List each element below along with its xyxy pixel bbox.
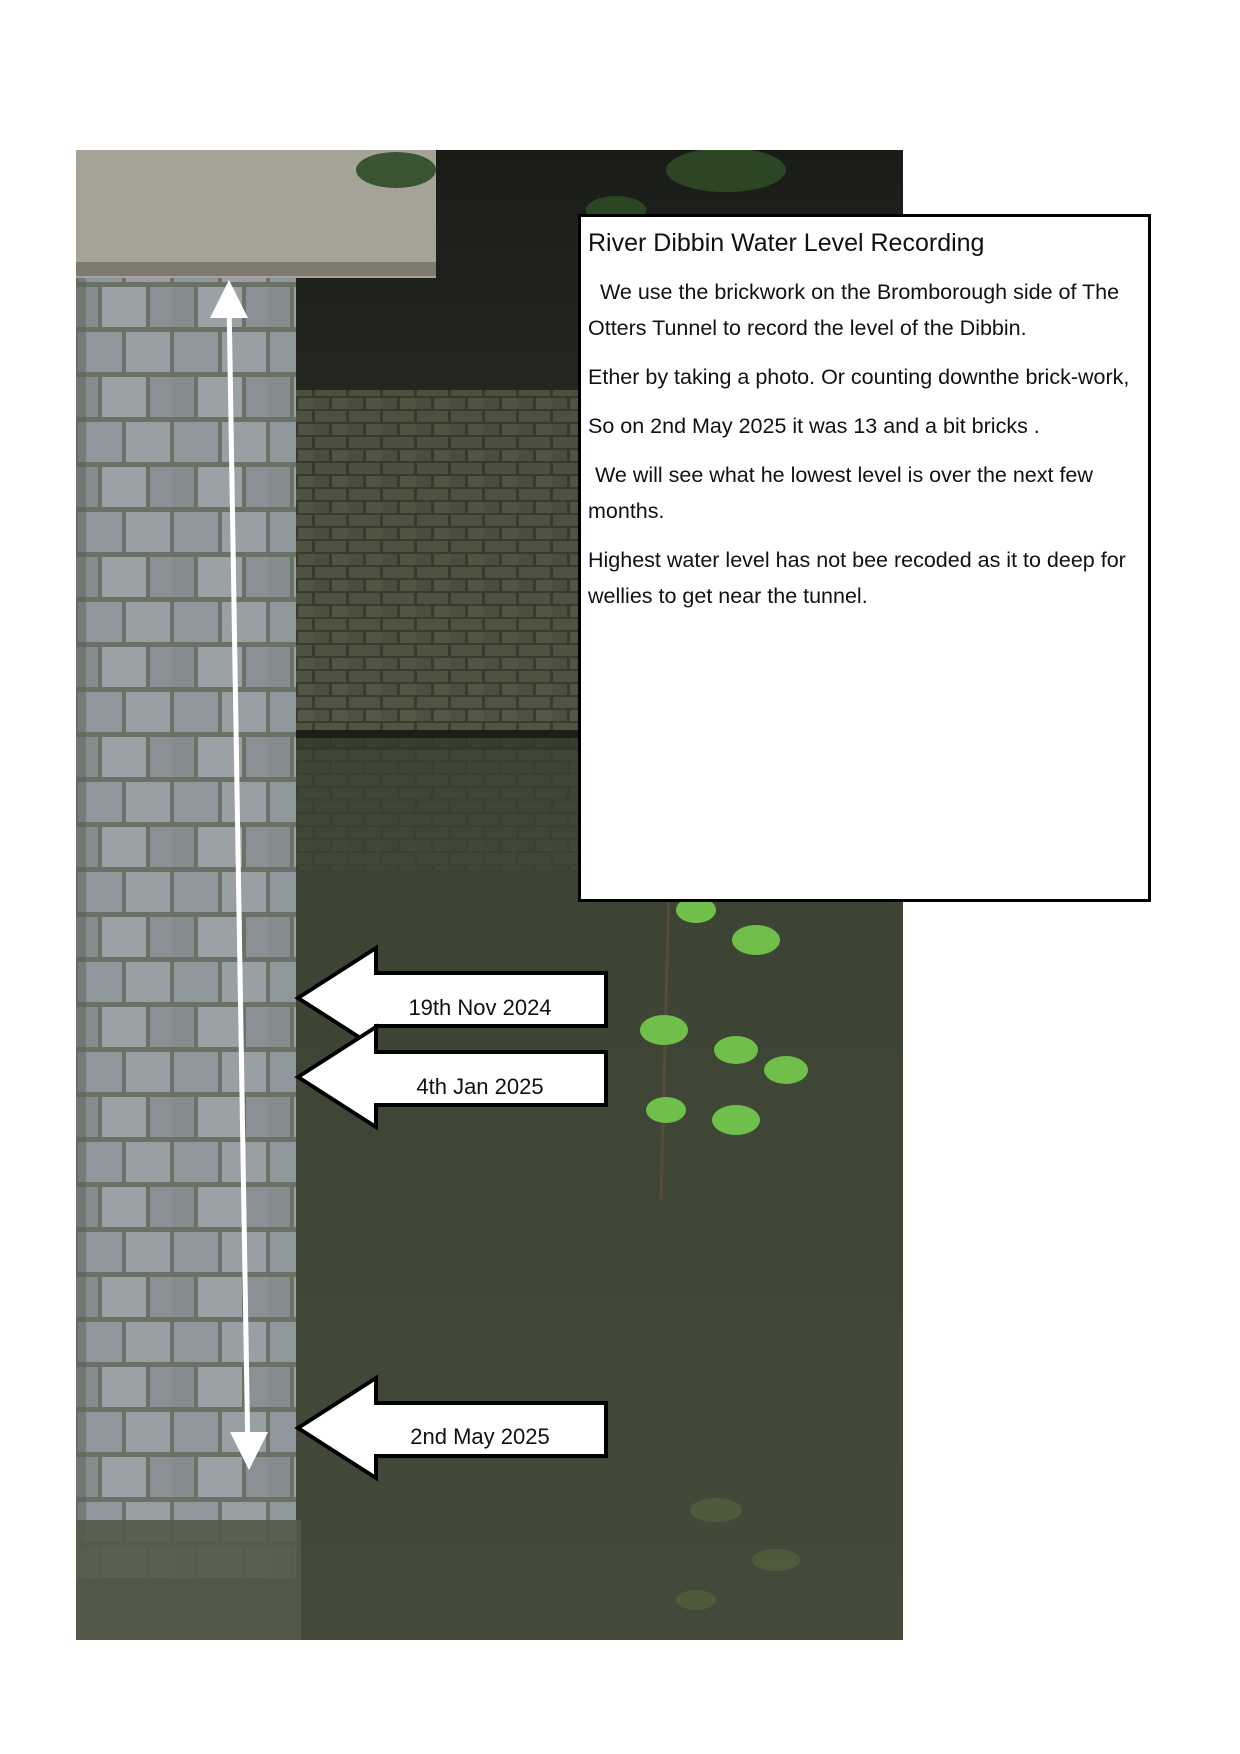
info-paragraph: We will see what he lowest level is over the next few months. [588,462,1093,523]
info-title: River Dibbin Water Level Recording [588,229,985,257]
info-paragraph: Highest water level has not bee recoded as it to deep for wellies to get near the tunnel. [588,547,1126,608]
info-box [578,214,1151,902]
info-paragraph: We use the brickwork on the Bromborough side of The Otters Tunnel to record the level of the Dibbin. [588,279,1120,340]
marker-label-nov-2024: 19th Nov 2024 [408,995,552,1020]
info-paragraph: Ether by taking a photo. Or counting downthe brick-work, [588,364,1130,389]
info-paragraph: So on 2nd May 2025 it was 13 and a bit bricks . [588,413,1040,438]
marker-label-may-2025: 2nd May 2025 [410,1424,550,1449]
marker-label-jan-2025: 4th Jan 2025 [416,1074,544,1099]
